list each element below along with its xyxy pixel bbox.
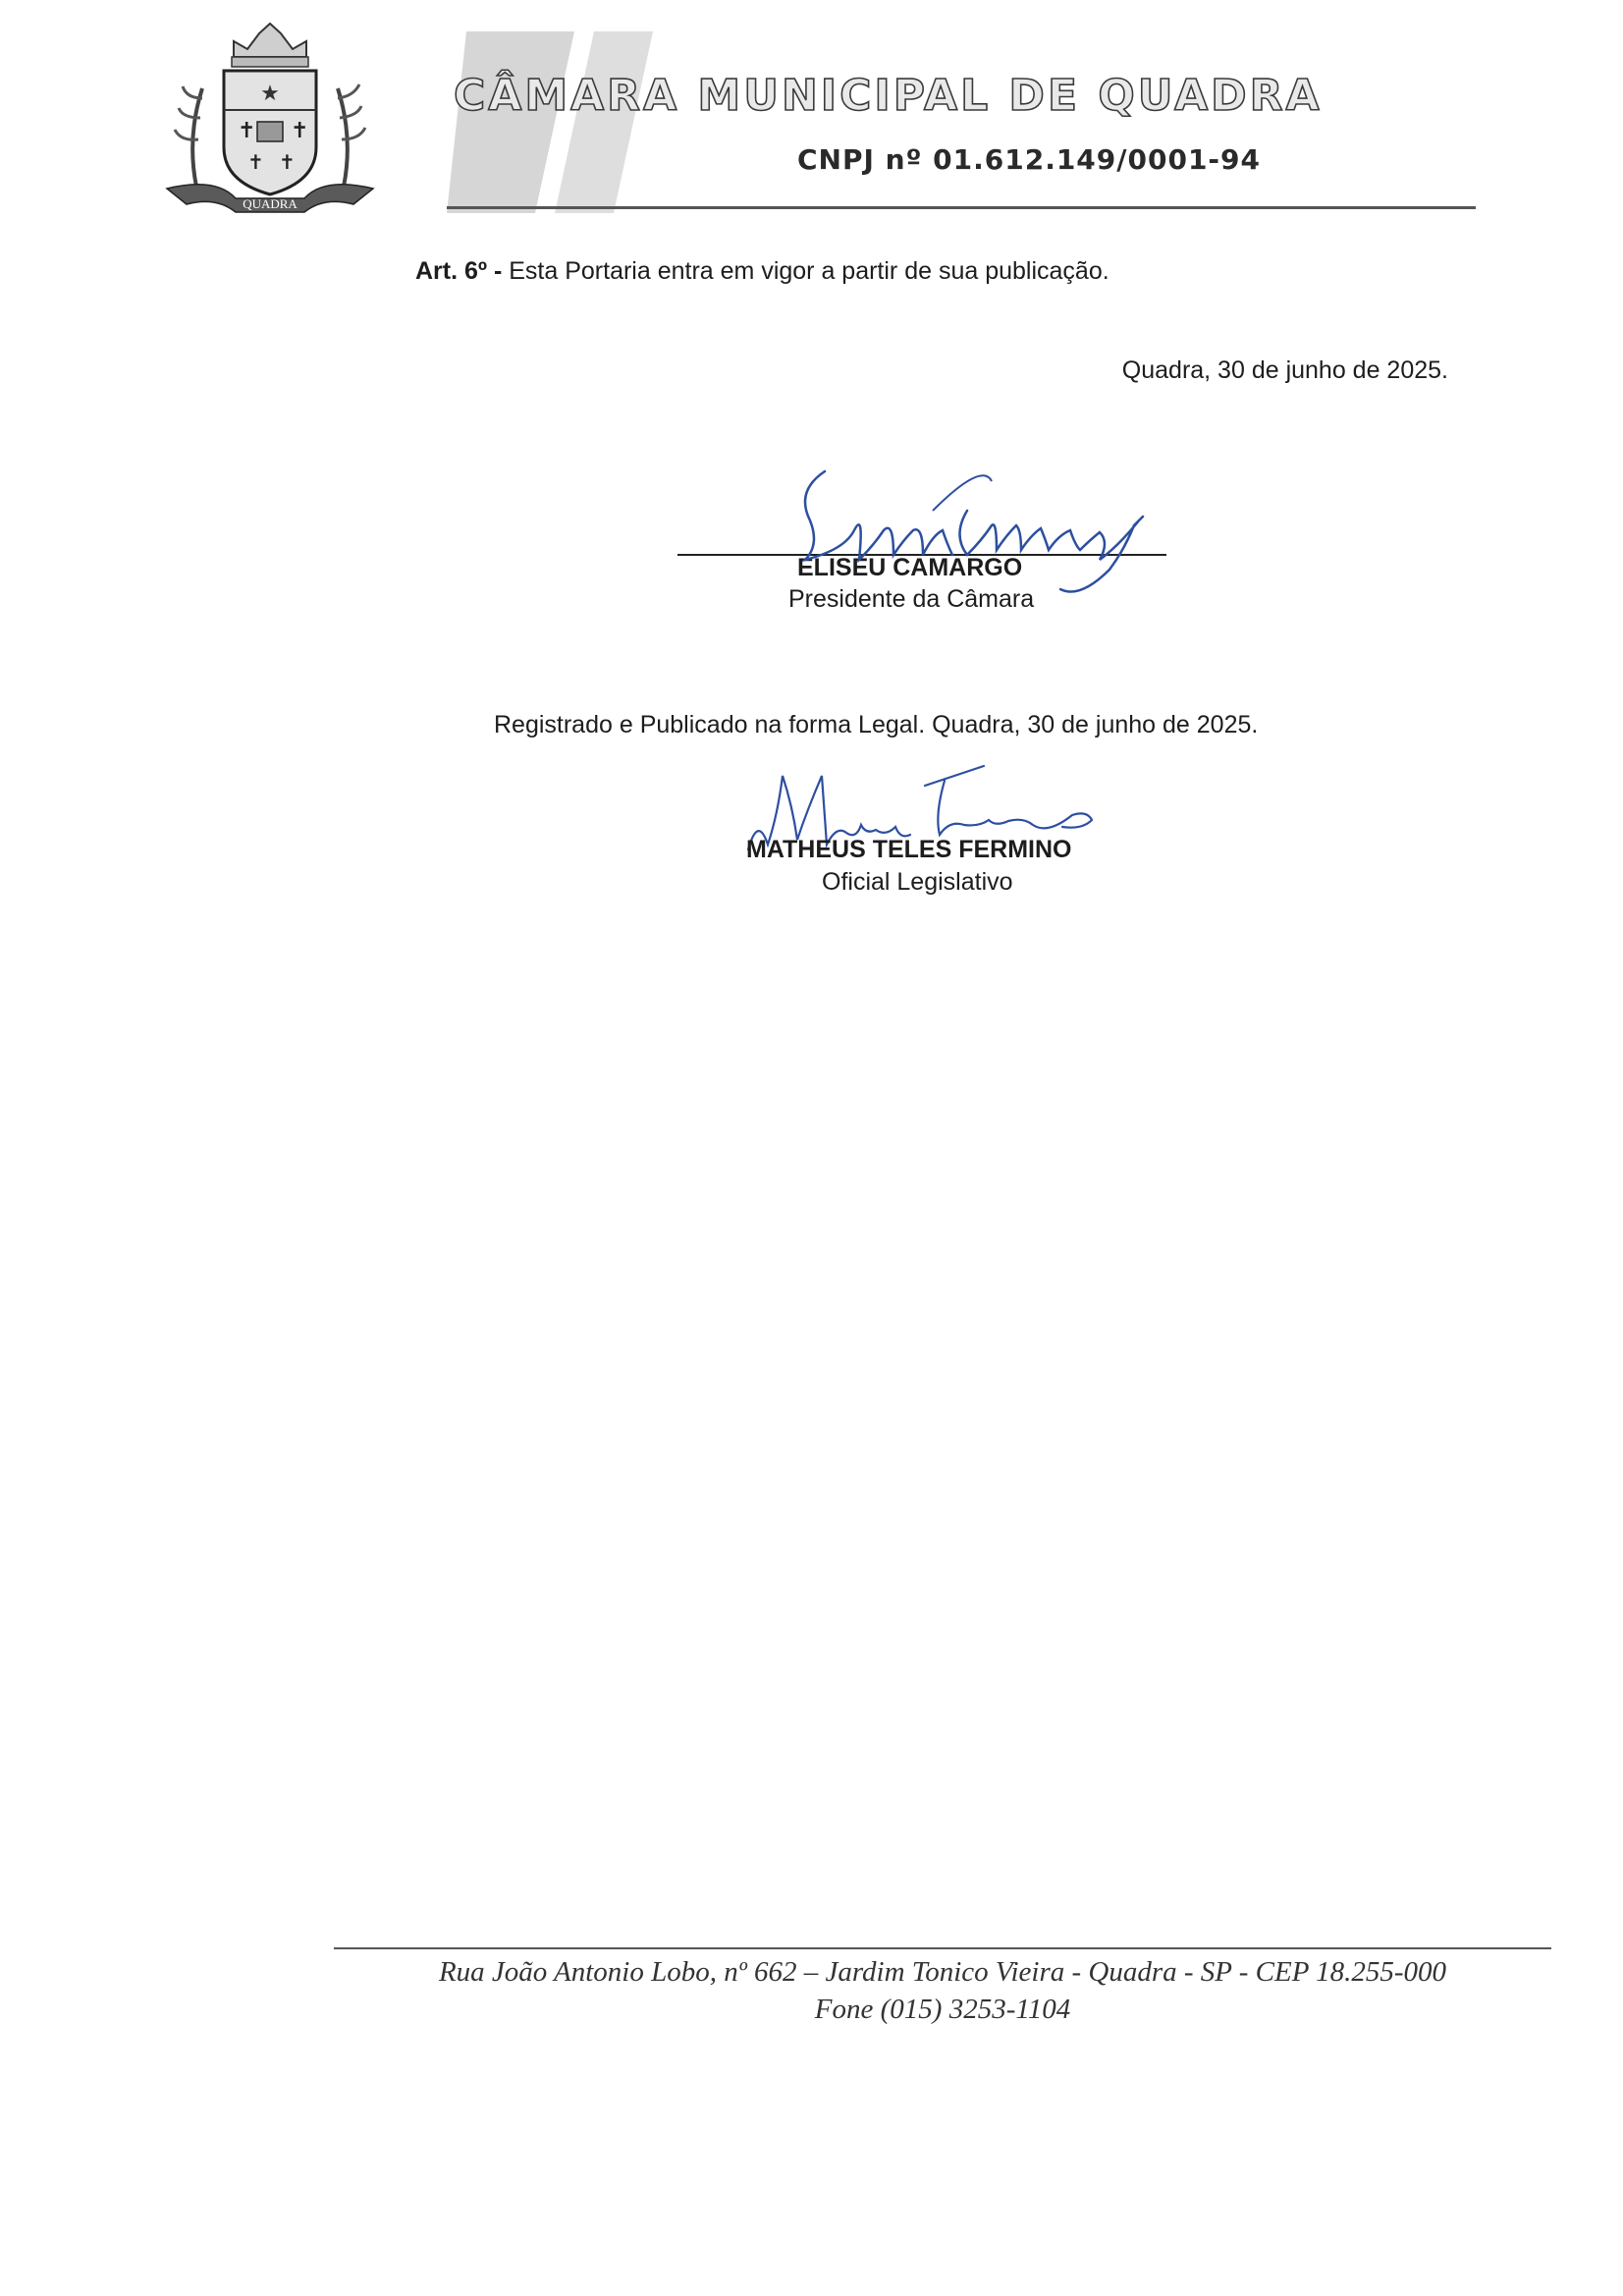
svg-text:QUADRA: QUADRA bbox=[243, 196, 298, 211]
header-divider bbox=[447, 206, 1476, 209]
chamber-title: CÂMARA MUNICIPAL DE QUADRA bbox=[454, 71, 1323, 121]
svg-text:✝: ✝ bbox=[238, 118, 256, 142]
footer-address: Rua João Antonio Lobo, nº 662 – Jardim Tonico Vieira - Quadra - SP - CEP 18.255-000 bbox=[438, 1956, 1447, 1988]
article-6 bbox=[415, 257, 1109, 286]
date-line: Quadra, 30 de junho de 2025. bbox=[1121, 356, 1448, 384]
signer-name-president: ELISEU CAMARGO bbox=[797, 554, 1023, 581]
svg-text:✝: ✝ bbox=[247, 152, 264, 174]
signature-block-president bbox=[677, 452, 1227, 629]
footer-phone: Fone (015) 3253-1104 bbox=[814, 1994, 1071, 2025]
cnpj-number: CNPJ nº 01.612.149/0001-94 bbox=[797, 143, 1262, 176]
svg-text:✝: ✝ bbox=[279, 152, 296, 174]
signer-role-officer: Oficial Legislativo bbox=[822, 868, 1013, 896]
handwritten-signature-president bbox=[785, 452, 1198, 599]
header-band-decoration bbox=[447, 31, 653, 213]
registered-published-line: Registrado e Publicado na forma Legal. Quadra, 30 de junho de 2025. bbox=[494, 711, 1259, 738]
signer-role-president: Presidente da Câmara bbox=[788, 585, 1035, 613]
footer-divider bbox=[334, 1947, 1551, 1949]
svg-text:✝: ✝ bbox=[291, 118, 309, 142]
signer-name-officer: MATHEUS TELES FERMINO bbox=[746, 836, 1072, 863]
article-text: Esta Portaria entra em vigor a partir de sua publicação. bbox=[502, 257, 1109, 285]
coat-of-arms-logo bbox=[157, 20, 383, 221]
article-label: Art. 6º - bbox=[415, 257, 503, 285]
svg-text:★: ★ bbox=[260, 81, 280, 105]
